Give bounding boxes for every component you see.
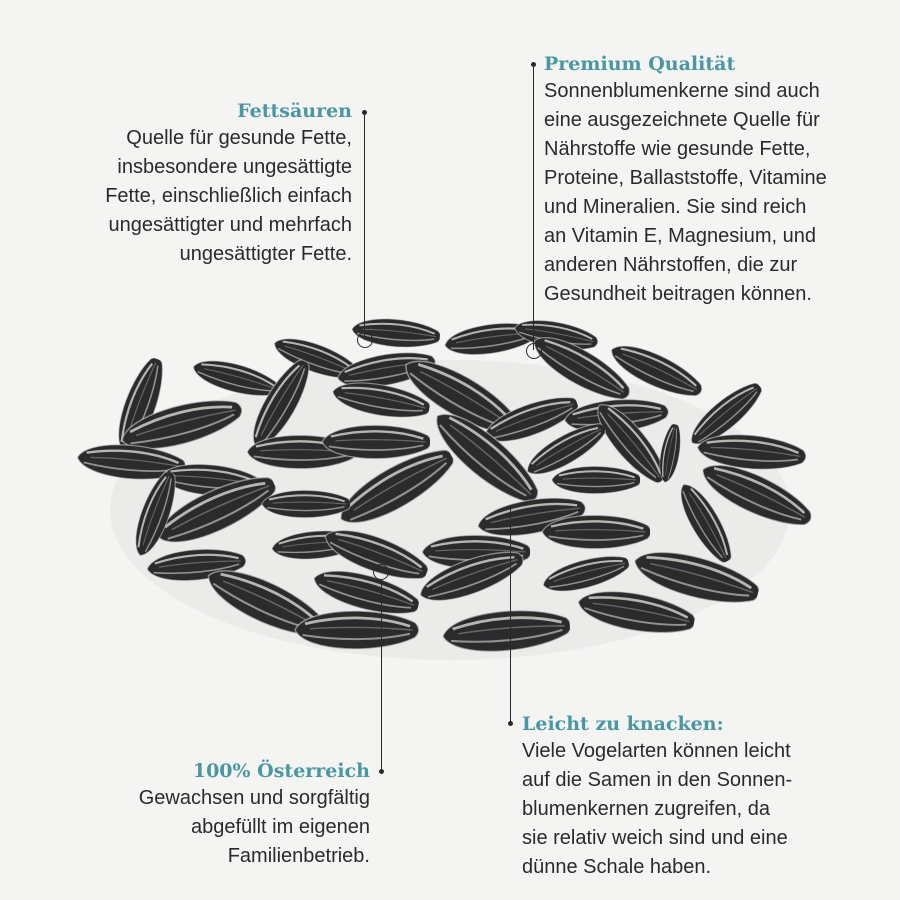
premium-text: Sonnenblumenkerne sind auch eine ausgezeichnete Quelle für Nährstoffe wie gesunde Fette, Proteine, Ballaststoffe, Vitamine und Mineralien. Sie sind reich an Vitamin E, Magnesium, und anderen Nährstoffen, die zur Gesundheit beitragen können. xyxy=(544,80,827,305)
premium-target-ring xyxy=(526,343,542,359)
oesterreich-text: Gewachsen und sorgfältig abgefüllt im eigenen Familienbetrieb. xyxy=(138,787,370,867)
knacken-title: Leicht zu knacken: xyxy=(522,713,724,735)
fettsaeuren-text: Quelle für gesunde Fette, insbesondere ungesättigte Fette, einschließlich einfach ungesättigter und mehrfach ungesättigter Fette. xyxy=(105,127,352,265)
knacken-leader-line xyxy=(510,505,511,723)
callout-leicht-zu-knacken xyxy=(522,711,867,882)
callout-oesterreich xyxy=(60,758,370,871)
fettsaeuren-leader-line xyxy=(364,112,365,340)
premium-leader-line xyxy=(533,64,534,350)
knacken-leader-dot xyxy=(508,721,513,726)
callout-fettsaeuren xyxy=(40,98,352,269)
fettsaeuren-title: Fettsäuren xyxy=(237,100,352,122)
oesterreich-target-ring xyxy=(373,564,389,580)
fettsaeuren-target-ring xyxy=(357,332,373,348)
knacken-text: Viele Vogelarten können leicht auf die Samen in den Sonnen- blumenkernen zugreifen, da sie relativ weich sind und eine dünne Schale haben. xyxy=(522,740,793,878)
premium-title: Premium Qualität xyxy=(544,53,736,75)
oesterreich-title: 100% Österreich xyxy=(192,760,370,782)
oesterreich-leader-dot xyxy=(379,769,384,774)
oesterreich-leader-line xyxy=(381,580,382,770)
callout-premium-qualitaet xyxy=(544,51,889,309)
